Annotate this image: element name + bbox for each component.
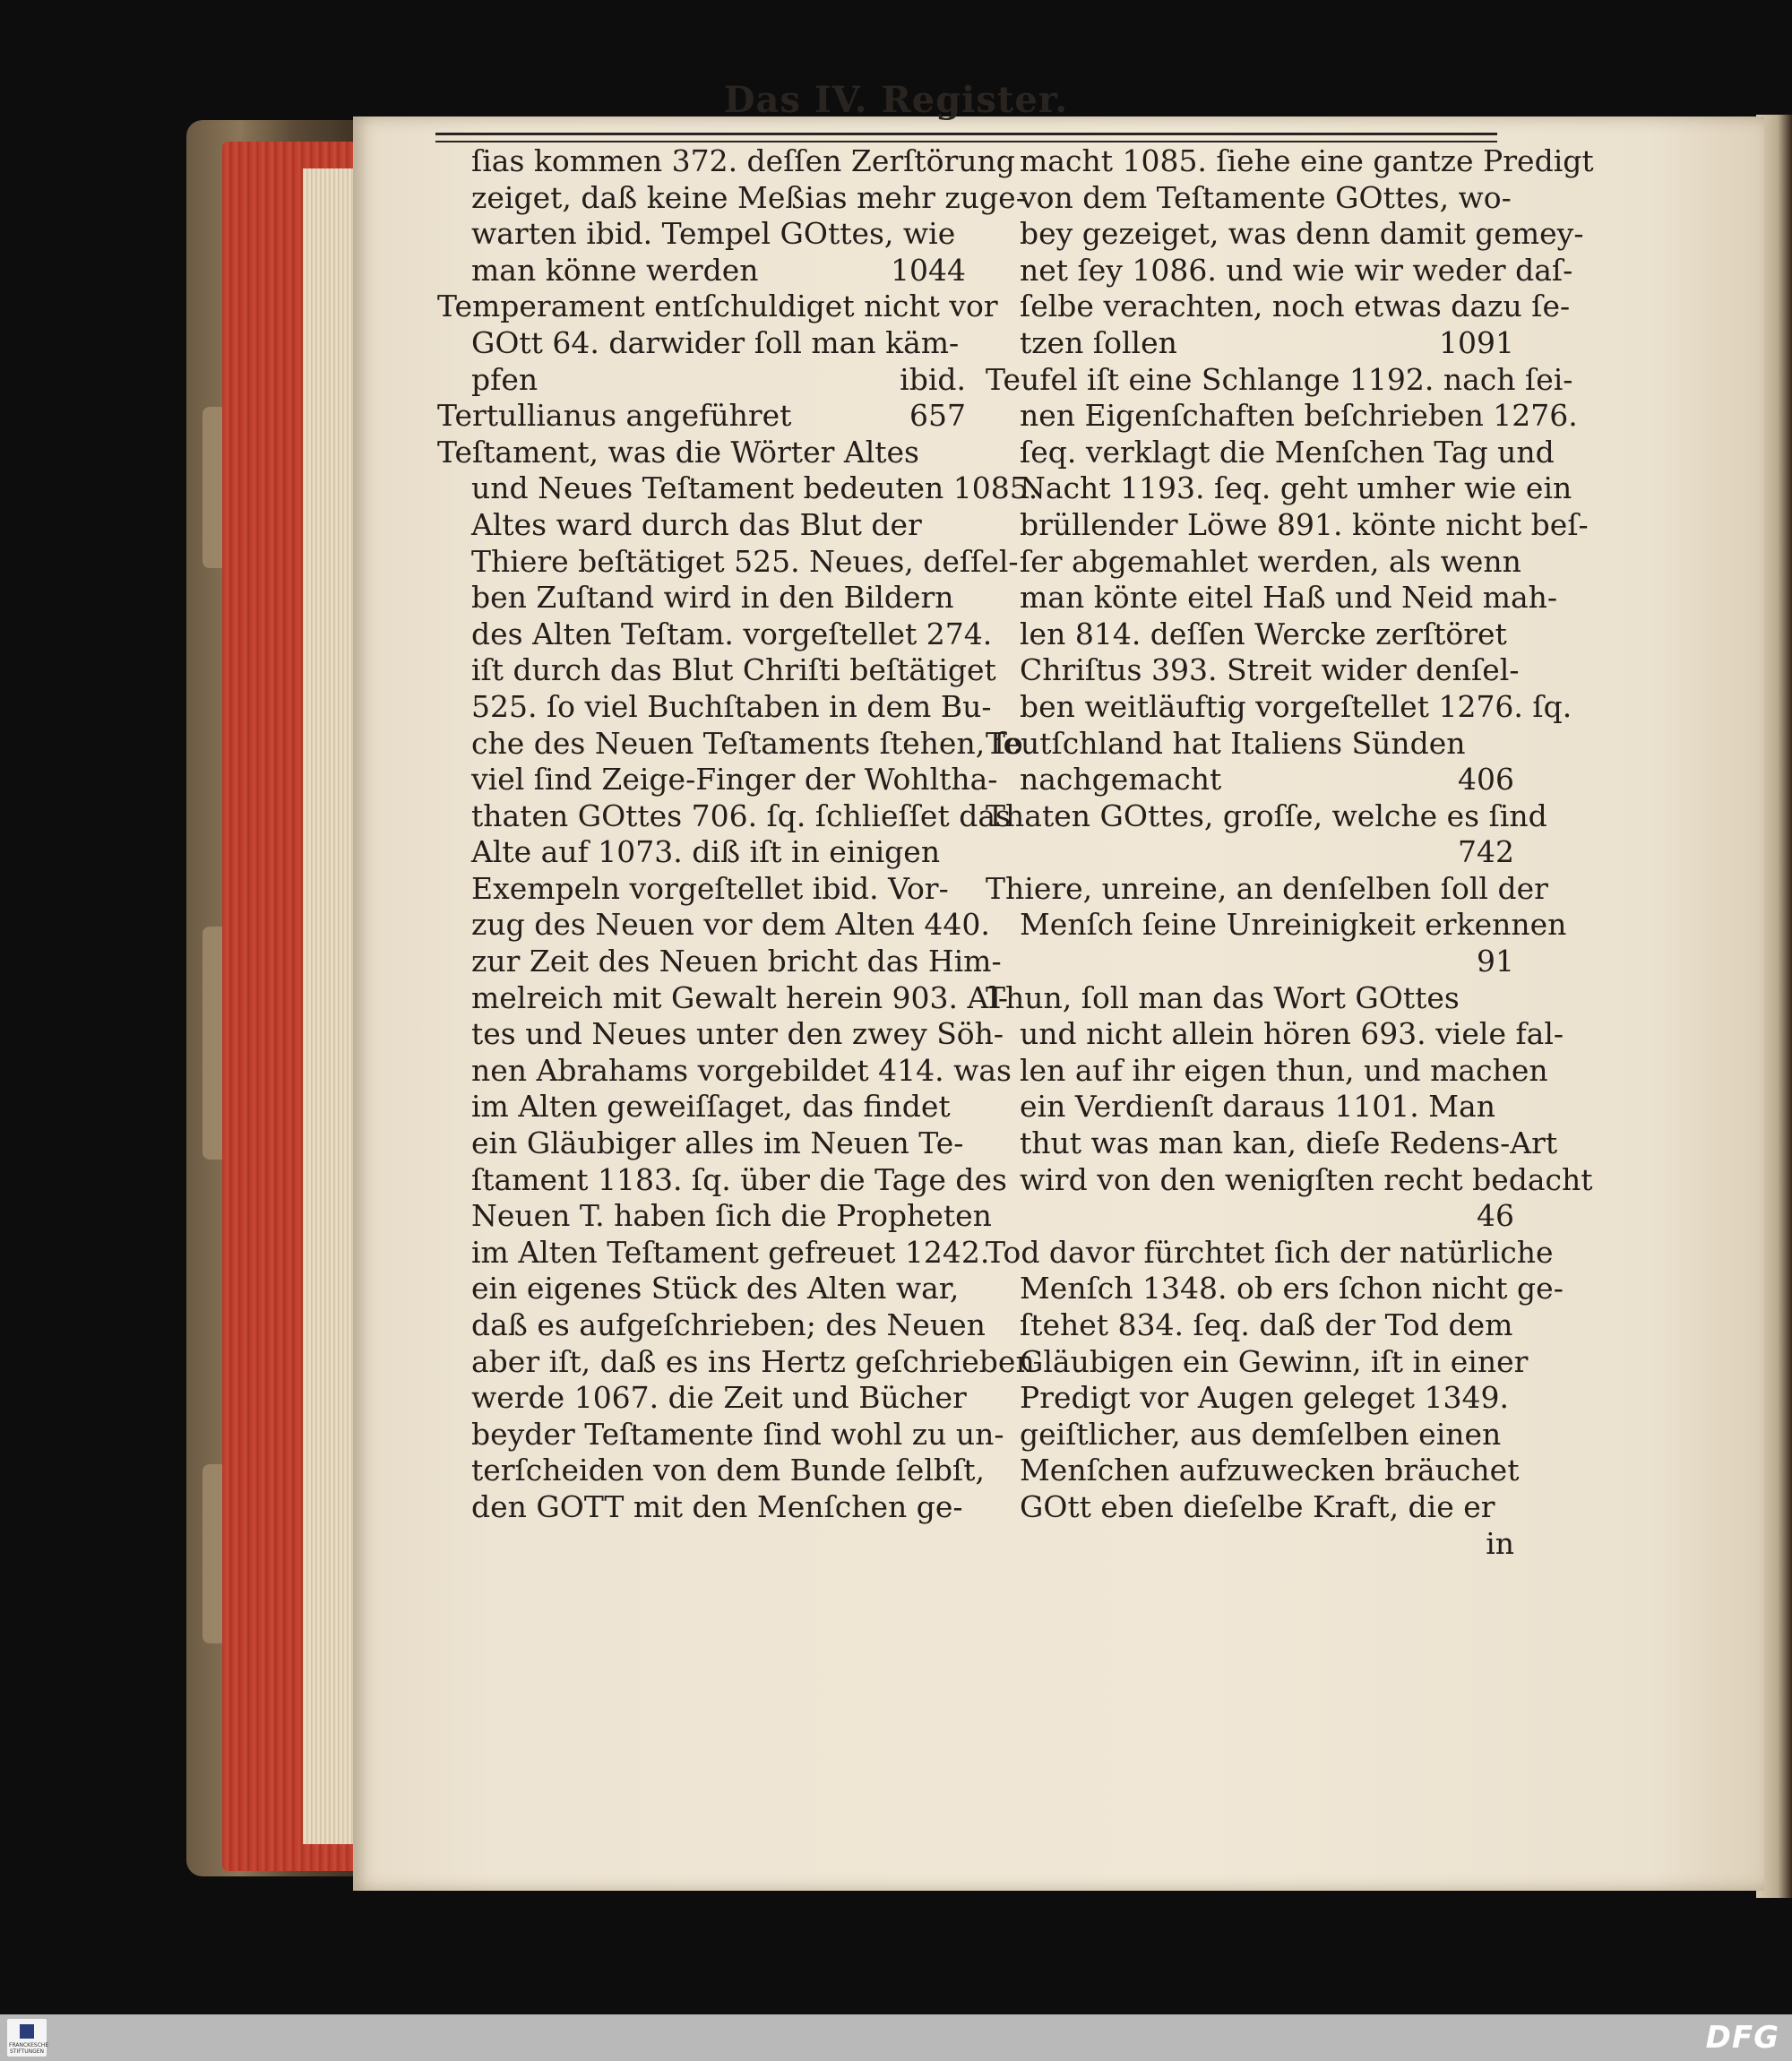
index-line <box>986 143 1594 180</box>
index-line <box>437 325 966 362</box>
index-line <box>986 1198 1514 1235</box>
index-line <box>437 616 993 653</box>
index-text: wird von den wenigſten recht bedacht <box>1020 1161 1593 1197</box>
index-line <box>986 1526 1514 1563</box>
index-line <box>986 1380 1514 1417</box>
index-line <box>437 1453 985 1489</box>
index-line <box>986 1271 1564 1307</box>
index-text: ſtehet 834. ſeq. daß der Tod dem <box>1020 1307 1513 1342</box>
index-text: zug des Neuen vor dem Alten 440. <box>471 907 990 943</box>
right-column <box>986 143 1594 1562</box>
page-number: 91 <box>1477 944 1514 979</box>
index-line <box>986 1234 1554 1272</box>
index-line <box>986 1343 1529 1381</box>
index-text: Neuen T. haben ſich die Propheten <box>471 1198 992 1234</box>
page-header: Das IV. Register. <box>723 79 1069 121</box>
index-text: ein Gläubiger alles im Neuen Te- <box>471 1125 964 1161</box>
index-line <box>986 470 1572 507</box>
index-text: von dem Teſtamente GOttes, wo- <box>1020 179 1512 215</box>
index-line <box>986 726 1514 763</box>
index-line <box>437 1016 1004 1053</box>
page-number: 657 <box>909 398 966 434</box>
index-line <box>437 216 966 253</box>
index-line <box>437 1271 966 1307</box>
index-text: bey gezeiget, was denn damit gemey- <box>1020 216 1584 252</box>
index-text: Tertullianus angeführet <box>437 398 792 434</box>
index-text: Teufel iſt eine Schlange 1192. nach ſei- <box>986 361 1573 397</box>
index-line <box>986 434 1555 471</box>
left-column <box>437 143 1038 1526</box>
index-text: ben Zuſtand wird in den Bildern <box>471 580 954 616</box>
index-line <box>986 398 1578 435</box>
index-text: ſelbe verachten, noch etwas dazu ſe- <box>1020 289 1571 324</box>
index-text: pfen <box>471 361 538 397</box>
index-line <box>986 980 1514 1017</box>
index-line <box>986 907 1567 944</box>
index-text: und Neues Teſtament bedeuten 1085. <box>471 470 1038 506</box>
index-text: thaten GOttes 706. ſq. ſchlieſſet das <box>471 798 1011 833</box>
index-text: Menſchen aufzuwecken bräuchet <box>1020 1453 1520 1488</box>
index-text: thut was man kan, dieſe Redens-Art <box>1020 1125 1558 1161</box>
index-line <box>986 1016 1564 1053</box>
index-line <box>437 543 1019 581</box>
index-line <box>986 652 1520 689</box>
index-line <box>986 870 1548 908</box>
index-text: len auf ihr eigen thun, und machen <box>1020 1052 1548 1088</box>
index-line <box>986 762 1514 798</box>
index-line <box>437 580 966 617</box>
index-text: warten ibid. Tempel GOttes, wie <box>471 216 956 252</box>
page-number: 1044 <box>891 252 966 288</box>
index-text: ben weitläuftig vorgeſtellet 1276. ſq. <box>1020 688 1572 724</box>
index-text: ſer abgemahlet werden, als wenn <box>1020 543 1521 579</box>
index-line <box>437 289 998 325</box>
index-text: geiſtlicher, aus demſelben einen <box>1020 1416 1502 1452</box>
index-text: und nicht allein hören 693. viele fal- <box>1020 1016 1564 1052</box>
index-line <box>986 289 1571 325</box>
index-text: Tod davor fürchtet ſich der natürliche <box>986 1234 1554 1270</box>
index-line <box>437 398 966 435</box>
index-line <box>986 216 1584 253</box>
index-text: Predigt vor Augen geleget 1349. <box>1020 1380 1509 1416</box>
index-line <box>437 1125 966 1162</box>
index-line <box>437 1198 992 1235</box>
index-text: Teſtament, was die Wörter Altes <box>437 434 919 470</box>
index-text: Thiere beſtätiget 525. Neues, deſſel- <box>471 543 1019 579</box>
index-line <box>986 1161 1593 1199</box>
index-text: beyder Teſtamente ſind wohl zu un- <box>471 1416 1004 1452</box>
index-text: net ſey 1086. und wie wir weder daſ- <box>1020 252 1573 288</box>
dfg-logo[interactable]: DFG <box>1705 2020 1779 2056</box>
index-text: des Alten Teſtam. vorgeſtellet 274. <box>471 616 993 651</box>
index-line <box>437 1416 1004 1453</box>
index-text: brüllender Löwe 891. könte nicht beſ- <box>1020 506 1589 542</box>
index-line <box>437 470 1038 507</box>
index-line <box>437 1052 1012 1090</box>
index-line <box>437 143 1015 180</box>
index-line <box>986 361 1573 399</box>
index-text: Alte auf 1073. diß iſt in einigen <box>471 834 941 870</box>
index-line <box>437 179 1026 217</box>
index-line <box>437 798 1011 835</box>
index-line <box>437 762 998 798</box>
index-text: ſias kommen 372. deſſen Zerſtörung <box>471 143 1015 178</box>
index-text: man könne werden <box>471 252 759 288</box>
index-line <box>986 325 1514 362</box>
index-line <box>986 543 1521 581</box>
index-text: ſeq. verklagt die Menſchen Tag und <box>1020 434 1555 470</box>
index-text: ein eigenes Stück des Alten war, <box>471 1271 960 1306</box>
viewer-footer <box>0 2014 1792 2061</box>
index-line <box>437 1161 1007 1199</box>
index-line <box>437 1343 1035 1381</box>
index-line <box>986 1125 1558 1162</box>
index-line <box>437 944 1002 980</box>
index-line <box>437 688 992 726</box>
index-text: GOtt 64. darwider ſoll man käm- <box>471 324 960 360</box>
index-line <box>986 580 1558 617</box>
index-text: Menſch 1348. ob ers ſchon nicht ge- <box>1020 1271 1564 1306</box>
index-line <box>986 1453 1520 1489</box>
index-text: tzen ſollen <box>1020 324 1177 360</box>
index-text: che des Neuen Teſtaments ſtehen, ſo <box>471 725 1023 761</box>
index-line <box>986 617 1514 653</box>
emblem-icon <box>20 2024 34 2039</box>
index-text: Nacht 1193. ſeq. geht umher wie ein <box>1020 470 1572 506</box>
page-number: 406 <box>1458 762 1514 798</box>
institution-logo[interactable] <box>7 2019 47 2057</box>
page-number: 46 <box>1477 1198 1514 1234</box>
page-number: ibid. <box>900 361 966 397</box>
index-line <box>986 798 1547 835</box>
index-line <box>437 1089 966 1125</box>
index-text: daß es aufgeſchrieben; des Neuen <box>471 1307 986 1342</box>
index-line <box>986 688 1572 726</box>
page-number: 1091 <box>1439 324 1514 360</box>
index-text: Menſch ſeine Unreinigkeit erkennen <box>1020 907 1567 943</box>
index-text: Gläubigen ein Gewinn, iſt in einer <box>1020 1343 1529 1379</box>
index-line <box>437 1307 986 1344</box>
index-text: 525. ſo viel Buchſtaben in dem Bu- <box>471 688 992 724</box>
index-text: ſtament 1183. ſq. über die Tage des <box>471 1161 1007 1197</box>
index-line <box>437 507 966 544</box>
index-text: Teutſchland hat Italiens Sünden <box>986 725 1466 761</box>
index-line <box>437 362 966 399</box>
header-rule <box>435 133 1497 142</box>
index-line <box>986 506 1589 544</box>
index-text: terſcheiden von dem Bunde ſelbſt, <box>471 1453 985 1488</box>
index-text: iſt durch das Blut Chriſti beſtätiget <box>471 652 996 688</box>
index-line <box>986 252 1573 289</box>
index-line <box>986 1089 1514 1125</box>
index-text: im Alten geweiſſaget, das findet <box>471 1089 951 1125</box>
index-text: Chriſtus 393. Streit wider denſel- <box>1020 652 1520 688</box>
index-text: zur Zeit des Neuen bricht das Him- <box>471 944 1002 979</box>
index-line <box>986 834 1514 871</box>
index-line <box>437 1489 966 1526</box>
index-line <box>437 253 966 289</box>
index-text: melreich mit Gewalt herein 903. Al- <box>471 979 1009 1015</box>
index-text: Altes ward durch das Blut der <box>471 506 922 542</box>
index-line <box>986 1307 1514 1344</box>
index-text: Exempeln vorgeſtellet ibid. Vor- <box>471 870 949 906</box>
index-text: im Alten Teſtament gefreuet 1242. <box>471 1234 990 1270</box>
index-line <box>437 435 966 471</box>
page-number: 742 <box>1458 834 1514 870</box>
index-text: den GOTT mit den Menſchen ge- <box>471 1488 963 1524</box>
index-text: werde 1067. die Zeit und Bücher <box>471 1380 967 1416</box>
index-text: ein Verdienſt daraus 1101. Man <box>1020 1089 1495 1125</box>
index-text: nachgemacht <box>1020 762 1222 798</box>
index-line <box>437 1234 990 1272</box>
index-text: Thaten GOttes, groſſe, welche es ſind <box>986 798 1547 833</box>
index-text: aber iſt, daß es ins Hertz geſchrieben <box>471 1343 1035 1379</box>
index-text: GOtt eben dieſelbe Kraft, die er <box>1020 1488 1495 1524</box>
index-line <box>986 1417 1514 1453</box>
index-line <box>437 907 990 944</box>
index-text: Thiere, unreine, an denſelben ſoll der <box>986 870 1548 906</box>
index-text: nen Eigenſchaften beſchrieben 1276. <box>1020 398 1578 434</box>
logo-text: FRANCKESCHE STIFTUNGEN <box>9 2042 49 2055</box>
index-line <box>986 1489 1514 1526</box>
index-line <box>437 871 966 908</box>
index-text: zeiget, daß keine Meßias mehr zuge- <box>471 179 1026 215</box>
index-line <box>986 944 1514 980</box>
index-text: Temperament entſchuldiget nicht vor <box>437 289 998 324</box>
index-line <box>986 180 1514 217</box>
index-line <box>437 725 1023 763</box>
index-line <box>437 652 996 689</box>
index-text: Thun, ſoll man das Wort GOttes <box>986 979 1460 1015</box>
index-text: viel ſind Zeige-Finger der Wohltha- <box>471 762 998 798</box>
index-text: man könte eitel Haß und Neid mah- <box>1020 580 1558 616</box>
index-line <box>986 1052 1548 1090</box>
index-text: nen Abrahams vorgebildet 414. was <box>471 1052 1012 1088</box>
index-text: len 814. deſſen Wercke zerſtöret <box>1020 616 1507 651</box>
index-text: macht 1085. ſiehe eine gantze Predigt <box>1020 143 1594 178</box>
index-line <box>437 979 1009 1017</box>
page-number: in <box>1486 1525 1514 1561</box>
index-line <box>437 834 966 871</box>
index-text: tes und Neues unter den zwey Söh- <box>471 1016 1004 1052</box>
index-line <box>437 1380 966 1417</box>
